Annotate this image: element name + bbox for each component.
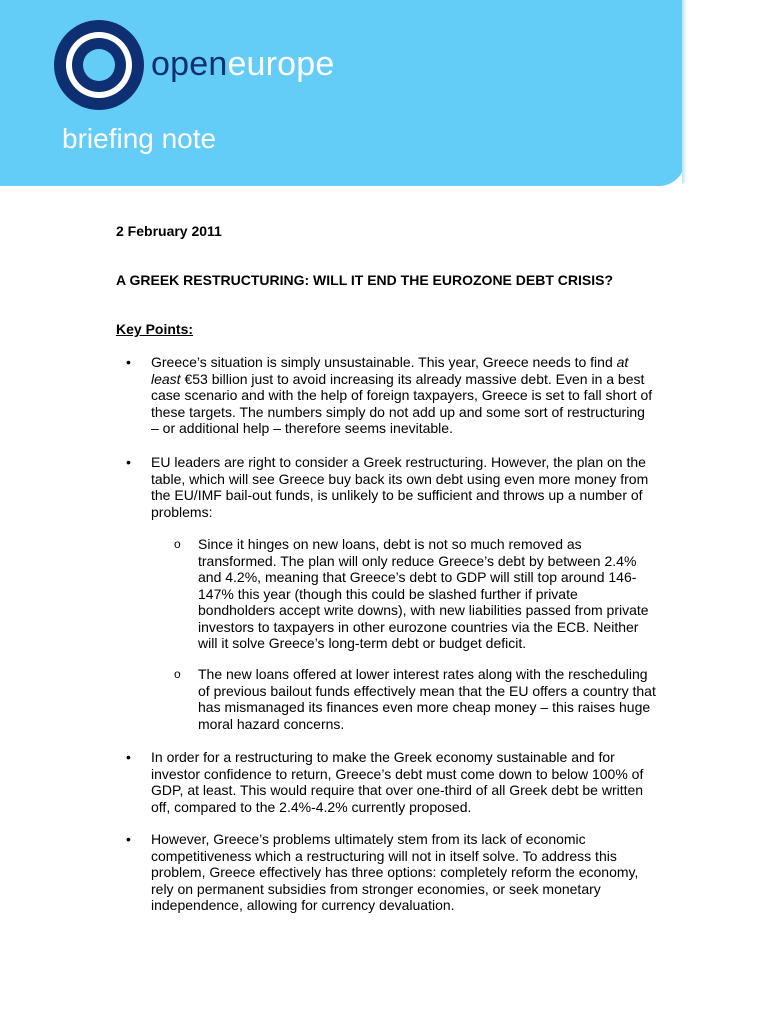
sub-bullet-icon: o: [174, 537, 181, 551]
logo-wordmark: [151, 44, 335, 84]
bullet-item: [116, 354, 656, 437]
sub-bullet-item: [170, 536, 656, 652]
sub-bullet-icon: o: [174, 667, 181, 681]
bullet-text: In order for a restructuring to make the Greek economy sustainable and for investor confidence to return, Greece’s debt must come down to below 100% of GDP, at least. This would require that over one-third of all Greek debt be written off, compared to the 2.4%-4.2% currently proposed.: [151, 749, 644, 815]
openeurope-logo-icon: [54, 20, 144, 110]
briefing-note-label: briefing note: [62, 123, 217, 154]
logo-europe-text: europe: [227, 45, 335, 83]
document-title: A GREEK RESTRUCTURING: WILL IT END THE EUROZONE DEBT CRISIS?: [116, 272, 614, 288]
logo-open-text: open: [151, 45, 228, 83]
bullet-text: Greece’s situation is simply unsustainable. This year, Greece needs to find at least €53 billion just to avoid increasing its already massive debt. Even in a best case scenario and with the help of foreign taxpayers, Greece is set to fall short of these targets. The numbers simply do not add up and some sort of restructuring – or additional help – therefore seems inevitable.: [151, 354, 653, 436]
bullet-text: EU leaders are right to consider a Greek restructuring. However, the plan on the table, which will see Greece buy back its own debt using even more money from the EU/IMF bail-out funds, is unlikely to be sufficient and throws up a number of problems:: [151, 454, 649, 520]
bullet-text: However, Greece’s problems ultimately stem from its lack of economic competitiveness which a restructuring will not in itself solve. To address this problem, Greece effectively has three options: completely reform the economy, rely on permanent subsidies from stronger economies, or seek monetary independence, allowing for currency devaluation.: [151, 831, 639, 913]
key-points-heading: Key Points:: [116, 321, 194, 337]
sub-bullet-text: Since it hinges on new loans, debt is not so much removed as transformed. The plan will only reduce Greece’s debt by between 2.4% and 4.2%, meaning that Greece’s debt to GDP will still top around 146-147% this year (though this could be slashed further if private bondholders accept write downs), with new liabilities passed from private investors to taxpayers in other eurozone countries via the ECB. Neither will it solve Greece’s long-term debt or budget deficit.: [198, 536, 649, 651]
bullet-icon: •: [126, 831, 131, 847]
document-date: 2 February 2011: [116, 223, 222, 239]
bullet-icon: •: [126, 454, 131, 470]
bullet-item: [116, 749, 656, 815]
bullet-icon: •: [126, 354, 131, 370]
bullet-item: [116, 831, 656, 914]
bullet-item: [116, 454, 656, 520]
header-band-shadow: [682, 0, 687, 184]
sub-bullet-item: [170, 666, 656, 732]
sub-bullet-text: The new loans offered at lower interest rates along with the rescheduling of previous bailout funds effectively mean that the EU offers a country that has mismanaged its finances even more cheap money – this raises huge moral hazard concerns.: [198, 666, 656, 732]
bullet-icon: •: [126, 749, 131, 765]
